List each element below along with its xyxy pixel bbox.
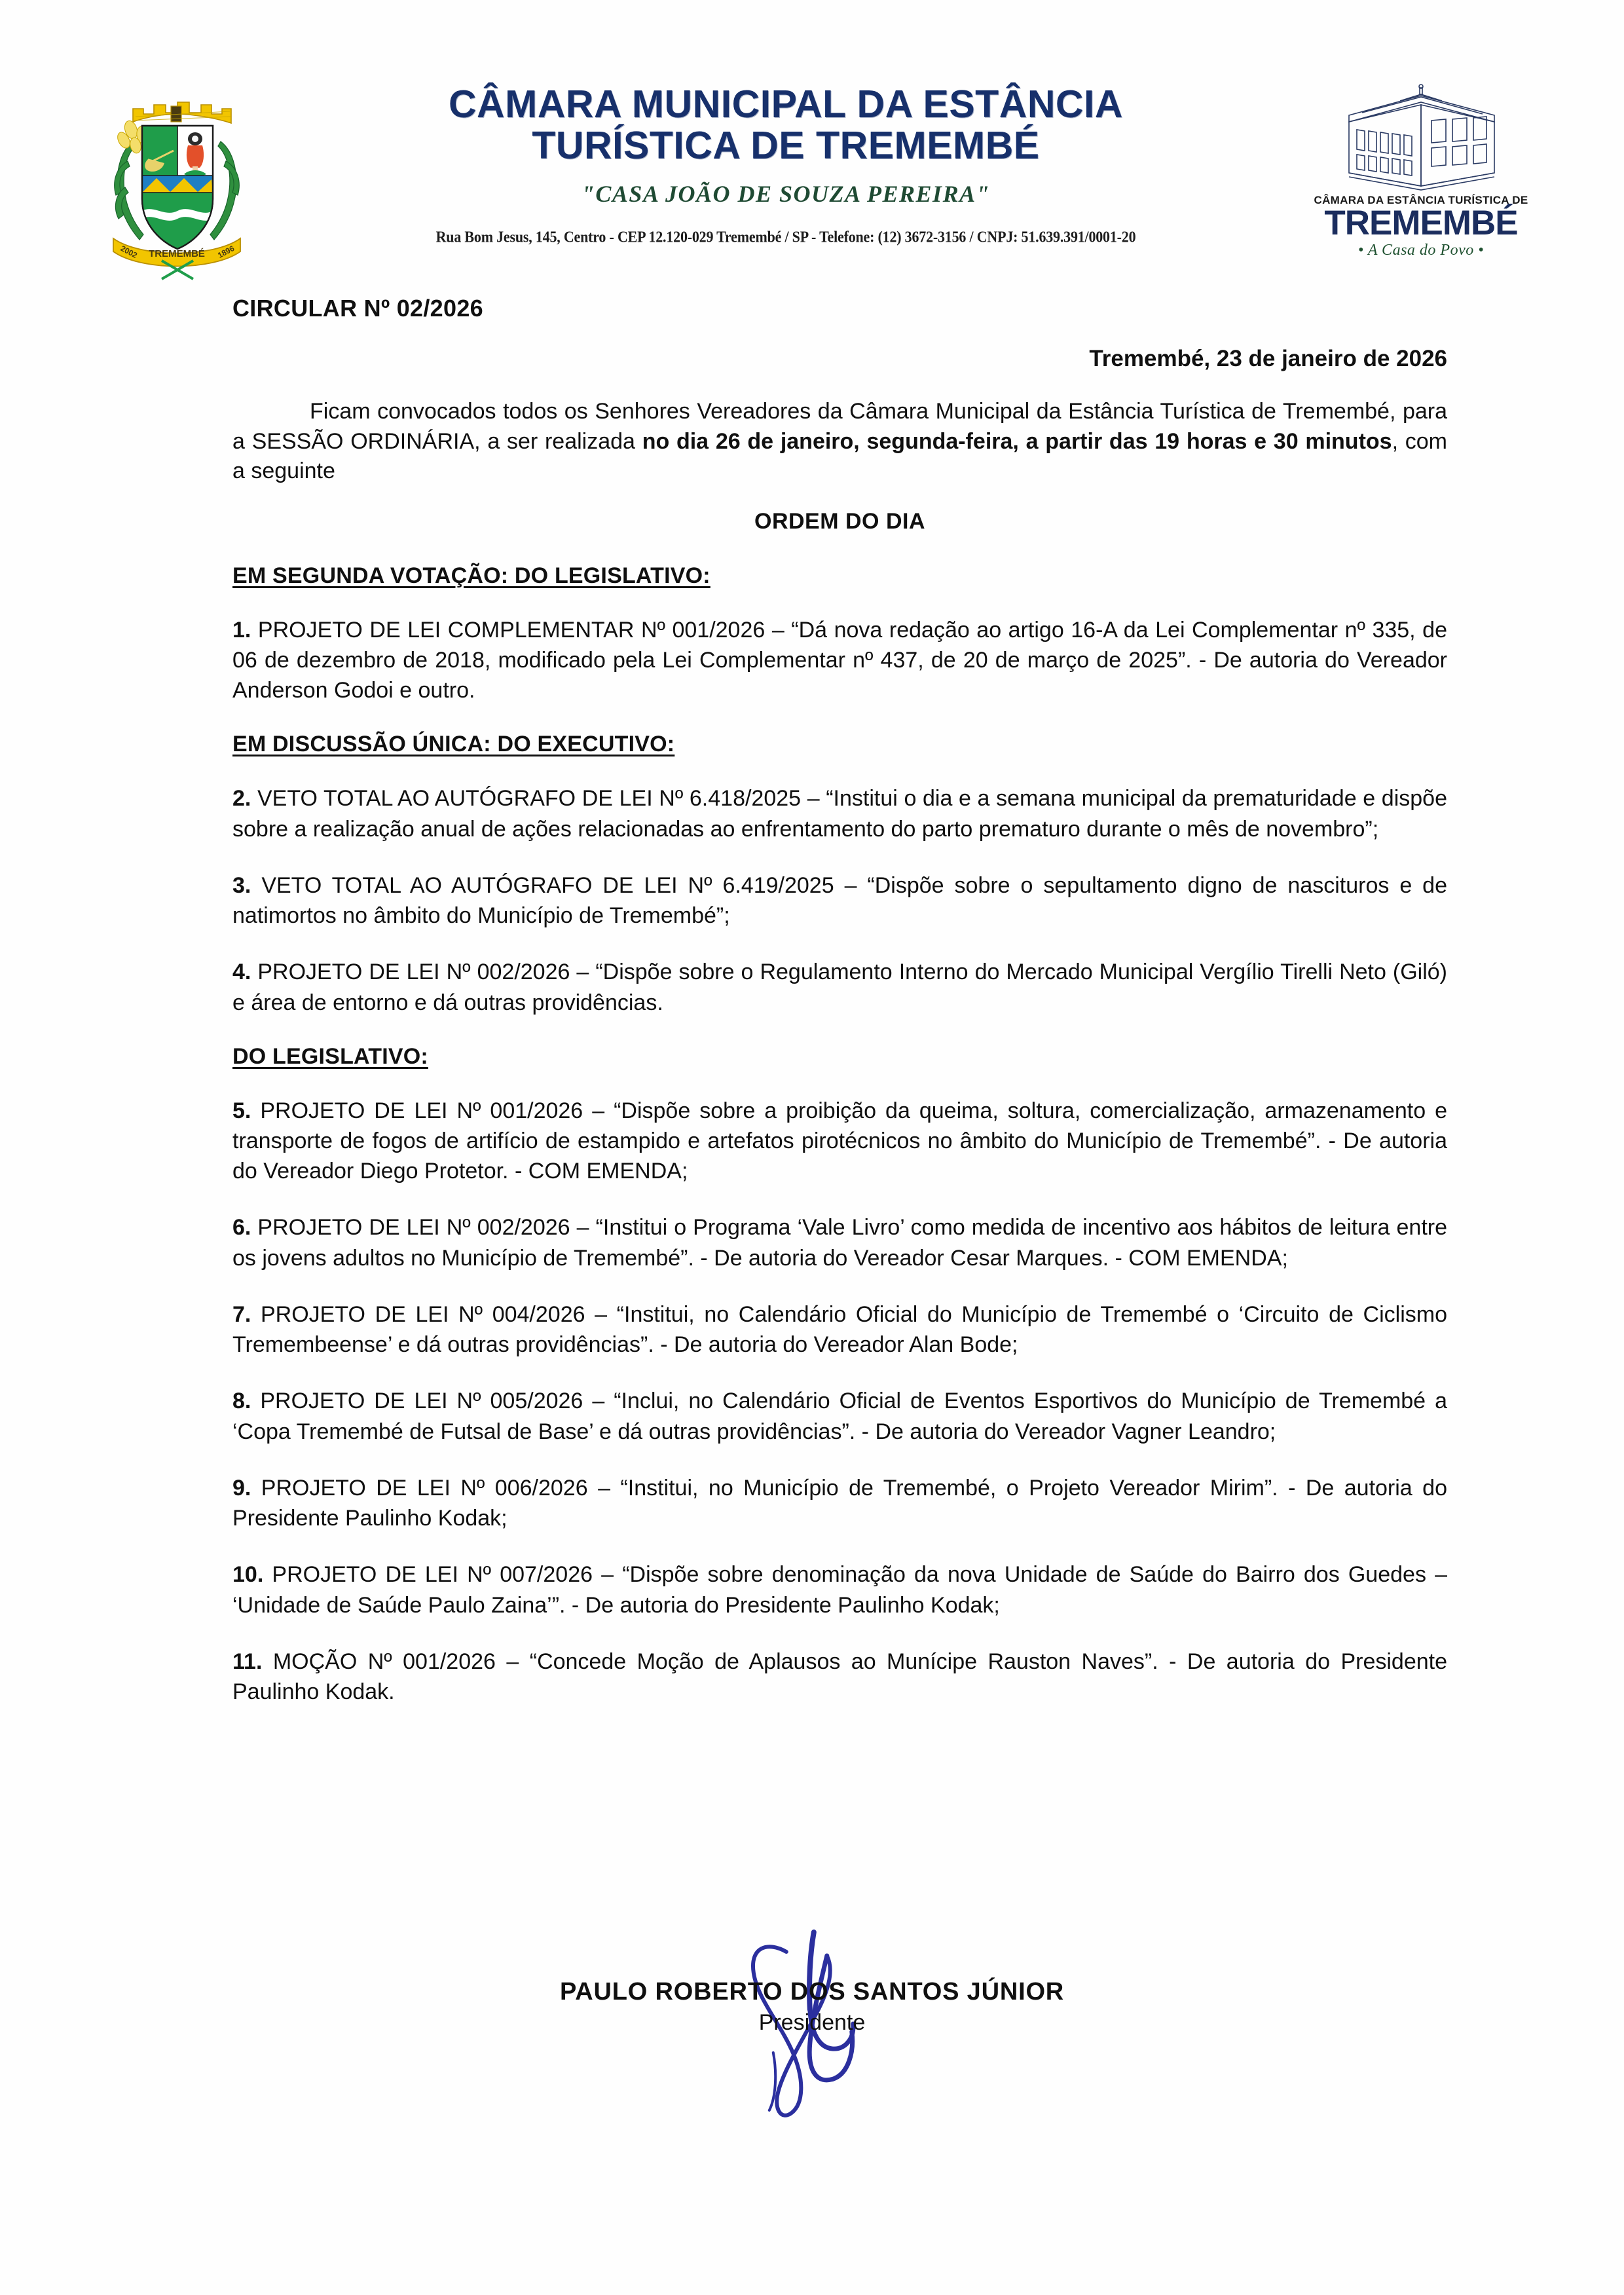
agenda-item-text: PROJETO DE LEI Nº 002/2026 – “Dispõe sobre o Regulamento Interno do Mercado Municipal Vergílio Tirelli Neto (Giló) e área de entorno e dá outras providências.	[232, 960, 1447, 1015]
agenda-item-text: PROJETO DE LEI Nº 004/2026 – “Institui, no Calendário Oficial do Município de Tremembé o ‘Circuito de Ciclismo Tremembeense’ e dá outras providências”. - De autoria do Vereador Alan Bode;	[232, 1301, 1447, 1358]
org-title-line2: TURÍSTICA DE TREMEMBÉ	[532, 123, 1040, 167]
agenda-item-number: 2.	[232, 786, 251, 812]
section-heading-em-discussao-unica: EM DISCUSSÃO ÚNICA: DO EXECUTIVO:	[232, 732, 675, 757]
coat-of-arms-crest	[79, 77, 275, 286]
intro-part2: , com a seguinte	[232, 428, 1447, 484]
intro-bold: no dia 26 de janeiro, segunda-feira, a partir das 19 horas e 30 minutos	[642, 428, 1392, 454]
circular-number: CIRCULAR Nº 02/2026	[232, 295, 483, 322]
agenda-item-5	[232, 1096, 1447, 1187]
org-address: Rua Bom Jesus, 145, Centro - CEP 12.120-029 Tremembé / SP - Telefone: (12) 3672-3156 / CNPJ: 51.639.391/0001-20	[435, 227, 1136, 246]
ordem-do-dia-heading: ORDEM DO DIA	[754, 508, 925, 534]
agenda-item-number: 6.	[232, 1215, 251, 1241]
building-logo-name: TREMEMBÉ	[1324, 204, 1518, 242]
agenda-item-number: 10.	[232, 1562, 264, 1588]
agenda-item-number: 3.	[232, 872, 251, 898]
agenda-item-6	[232, 1212, 1447, 1273]
section-heading-do-legislativo: DO LEGISLATIVO:	[232, 1043, 428, 1069]
agenda-item-text: PROJETO DE LEI Nº 007/2026 – “Dispõe sobre denominação da nova Unidade de Saúde do Bairro dos Guedes – ‘Unidade de Saúde Paulo Zaina’”. - De autoria do Presidente Paulinho Kodak;	[232, 1562, 1447, 1618]
dateline: Tremembé, 23 de janeiro de 2026	[1089, 346, 1447, 371]
signatory-role: Presidente	[758, 2010, 866, 2035]
agenda-item-7	[232, 1299, 1447, 1360]
org-motto: "CASA JOÃO DE SOUZA PEREIRA"	[581, 181, 991, 208]
agenda-item-3	[232, 870, 1447, 931]
letterhead-titles	[275, 77, 1297, 244]
agenda-item-text: PROJETO DE LEI Nº 005/2026 – “Inclui, no Calendário Oficial de Eventos Esportivos do Município de Tremembé a ‘Copa Tremembé de Futsal de Base’ e dá outras providências”. - De autoria do Vereador Vagner Leandro;	[232, 1389, 1447, 1444]
section-heading-em-segunda-votacao: EM SEGUNDA VOTAÇÃO: DO LEGISLATIVO:	[232, 563, 710, 588]
agenda-item-text: VETO TOTAL AO AUTÓGRAFO DE LEI Nº 6.418/2025 – “Institui o dia e a semana municipal da prematuridade e dispõe sobre a realização anual de ações relacionadas ao enfrentamento do parto prematuro durante o mês de novembro”;	[232, 786, 1447, 842]
mural-crown-icon	[133, 102, 231, 123]
agenda-item-10	[232, 1559, 1447, 1620]
letterhead	[0, 77, 1624, 293]
coat-of-arms-icon	[101, 83, 252, 286]
org-title-line1: CÂMARA MUNICIPAL DA ESTÂNCIA	[448, 83, 1124, 126]
agenda-item-8	[232, 1386, 1447, 1446]
crest-ribbon-text: TREMEMBÉ	[149, 248, 205, 259]
agenda-item-text: PROJETO DE LEI Nº 002/2026 – “Institui o Programa ‘Vale Livro’ como medida de incentivo aos hábitos de leitura entre os jovens adultos no Município de Tremembé”. - De autoria do Vereador Cesar Marques. - COM EMENDA;	[232, 1215, 1447, 1271]
building-logo-caption: CÂMARA DA ESTÂNCIA TURÍSTICA DE	[1314, 194, 1528, 206]
agenda-item-text: VETO TOTAL AO AUTÓGRAFO DE LEI Nº 6.419/2025 – “Dispõe sobre o sepultamento digno de nascituros e de natimortos no âmbito do Município de Tremembé”;	[232, 872, 1447, 929]
agenda-item-text: PROJETO DE LEI Nº 006/2026 – “Institui, no Município de Tremembé, o Projeto Vereador Mirim”. - De autoria do Presidente Paulinho Kodak;	[232, 1475, 1447, 1531]
agenda-item-text: PROJETO DE LEI Nº 001/2026 – “Dispõe sobre a proibição da queima, soltura, comercialização, armazenamento e transporte de fogos de artifício de estampido e artefatos pirotécnicos no âmbito do Município de Tremembé”. - De autoria do Vereador Diego Protetor. - COM EMENDA;	[232, 1098, 1447, 1184]
intro-paragraph	[232, 397, 1447, 487]
agenda-item-11	[232, 1647, 1447, 1707]
agenda-item-2	[232, 783, 1447, 844]
crest-ribbon-left: 2002	[119, 244, 139, 260]
agenda-item-number: 7.	[232, 1301, 251, 1327]
chamber-building-logo	[1297, 77, 1545, 259]
agenda-item-number: 1.	[232, 617, 251, 643]
signature-block	[0, 1978, 1624, 2036]
crest-ribbon-right: 1896	[216, 244, 236, 260]
agenda-item-4	[232, 957, 1447, 1017]
agenda-item-text: MOÇÃO Nº 001/2026 – “Concede Moção de Aplausos ao Munícipe Rauston Naves”. - De autoria do Presidente Paulinho Kodak.	[232, 1649, 1447, 1705]
intro-part1: Ficam convocados todos os Senhores Vereadores da Câmara Municipal da Estância Turística de Tremembé, para a SESSÃO ORDINÁRIA, a ser realizada	[232, 399, 1447, 454]
building-logo-tagline: • A Casa do Povo •	[1357, 242, 1485, 259]
agenda-item-number: 9.	[232, 1475, 251, 1501]
agenda-item-number: 8.	[232, 1389, 251, 1414]
document-body	[232, 346, 1447, 1733]
agenda-item-number: 4.	[232, 960, 251, 985]
agenda-item-1	[232, 615, 1447, 706]
chamber-building-icon	[1323, 81, 1519, 193]
agenda-item-text: PROJETO DE LEI COMPLEMENTAR Nº 001/2026 – “Dá nova redação ao artigo 16-A da Lei Complementar nº 335, de 06 de dezembro de 2018, modificado pela Lei Complementar nº 437, de 20 de março de 2025”. - De autoria do Vereador Anderson Godoi e outro.	[232, 617, 1447, 703]
agenda-item-number: 11.	[232, 1649, 263, 1674]
signatory-name: PAULO ROBERTO DOS SANTOS JÚNIOR	[559, 1978, 1065, 2006]
agenda-item-number: 5.	[232, 1098, 251, 1123]
agenda-item-9	[232, 1473, 1447, 1533]
